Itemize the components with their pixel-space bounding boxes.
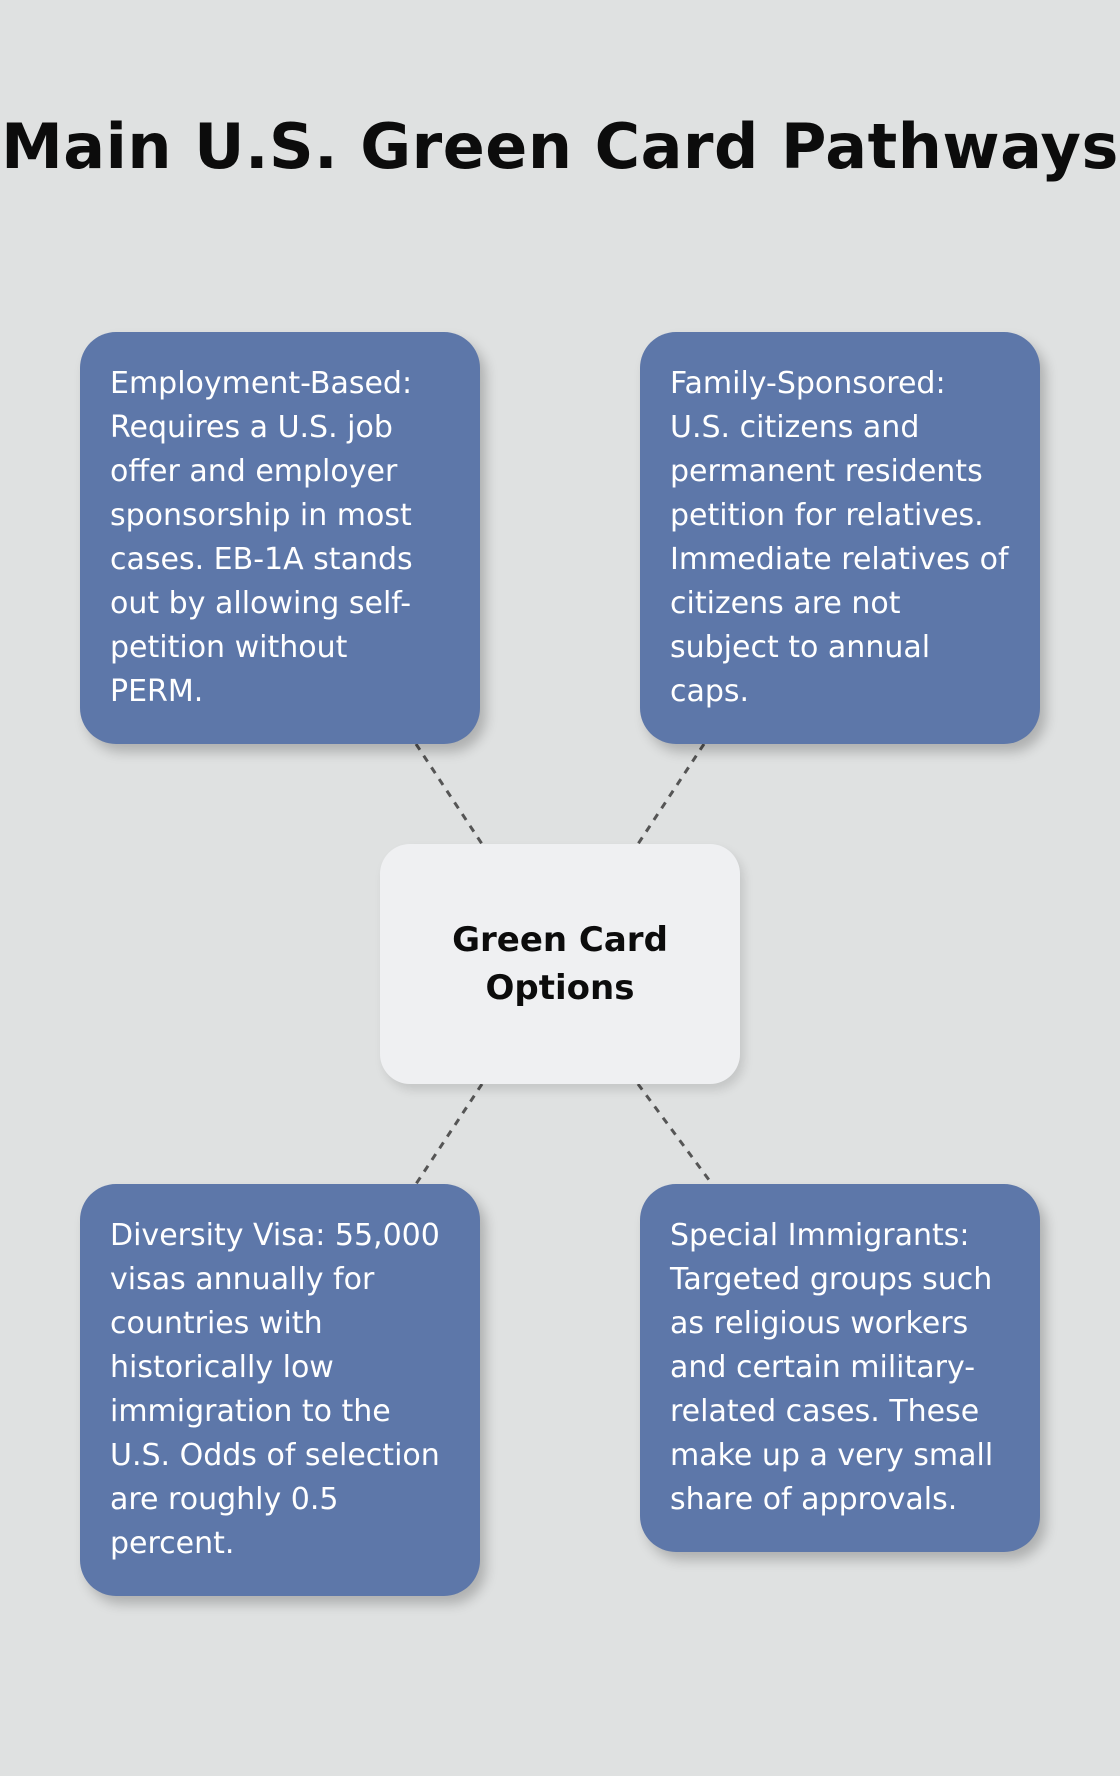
card-special-immigrants: [640, 1184, 1040, 1552]
card-diversity-visa: [80, 1184, 480, 1596]
center-node-label: Green Card Options: [452, 920, 668, 1008]
card-employment-based: [80, 332, 480, 744]
card-family-text: Family-Sponsored: U.S. citizens and permanent residents petition for relatives. Immediate relatives of citizens are not subject to annual caps.: [670, 366, 1009, 709]
card-diversity-text: Diversity Visa: 55,000 visas annually for countries with historically low immigration to the U.S. Odds of selection are roughly 0.5 percent.: [110, 1218, 440, 1561]
center-node: [380, 844, 740, 1084]
card-special-text: Special Immigrants: Targeted groups such as religious workers and certain military-related cases. These make up a very small share of approvals.: [670, 1218, 994, 1517]
connector-employment: [416, 744, 482, 844]
diagram-title: Main U.S. Green Card Pathways: [1, 110, 1119, 183]
connector-special: [638, 1084, 712, 1184]
connector-diversity: [416, 1084, 482, 1184]
connector-family: [638, 744, 704, 844]
card-family-sponsored: [640, 332, 1040, 744]
card-employment-text: Employment-Based: Requires a U.S. job offer and employer sponsorship in most cases. EB-1A stands out by allowing self-petition without PERM.: [110, 366, 413, 709]
